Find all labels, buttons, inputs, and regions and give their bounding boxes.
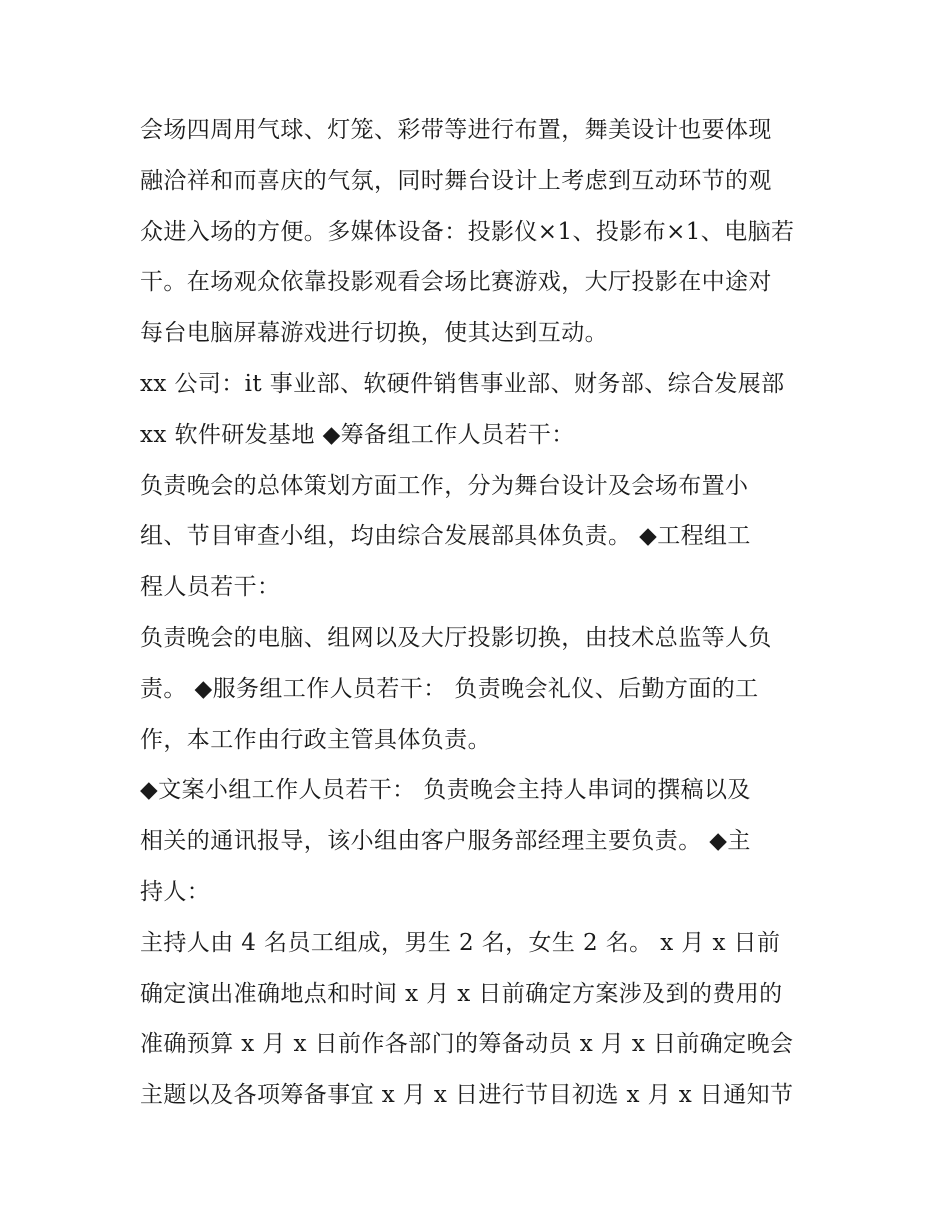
text-line: 作，本工作由行政主管具体负责。	[140, 726, 491, 753]
text-line: 责。 ◆服务组工作人员若干： 负责晚会礼仪、后勤方面的工	[140, 675, 759, 702]
text-line: 主持人由 4 名员工组成，男生 2 名，女生 2 名。 x 月 x 日前	[140, 929, 781, 956]
text-line: xx 公司：it 事业部、软硬件销售事业部、财务部、综合发展部	[140, 370, 785, 397]
text-line: 融洽祥和而喜庆的气氛，同时舞台设计上考虑到互动环节的观	[140, 167, 772, 194]
text-line: 持人：	[140, 878, 211, 905]
text-line: 准确预算 x 月 x 日前作各部门的筹备动员 x 月 x 日前确定晚会	[140, 1031, 794, 1058]
text-line: ◆文案小组工作人员若干： 负责晚会主持人串词的撰稿以及	[140, 777, 751, 804]
text-line: 干。在场观众依靠投影观看会场比赛游戏，大厅投影在中途对	[140, 269, 772, 296]
text-line: 组、节目审查小组，均由综合发展部具体负责。 ◆工程组工	[140, 523, 751, 550]
text-line: 负责晚会的电脑、组网以及大厅投影切换，由技术总监等人负	[140, 624, 772, 651]
text-line: 会场四周用气球、灯笼、彩带等进行布置，舞美设计也要体现	[140, 117, 772, 143]
text-line: 主题以及各项筹备事宜 x 月 x 日进行节目初选 x 月 x 日通知节	[140, 1082, 794, 1109]
body-text	[140, 105, 820, 1121]
text-line: 众进入场的方便。多媒体设备：投影仪×1、投影布×1、电脑若	[140, 218, 795, 245]
text-line: 每台电脑屏幕游戏进行切换，使其达到互动。	[140, 320, 608, 347]
text-line: 程人员若干：	[140, 574, 281, 601]
text-line: 负责晚会的总体策划方面工作，分为舞台设计及会场布置小	[140, 472, 749, 499]
text-line: xx 软件研发基地 ◆筹备组工作人员若干：	[140, 421, 575, 448]
text-line: 相关的通讯报导，该小组由客户服务部经理主要负责。 ◆主	[140, 828, 751, 855]
text-line: 确定演出准确地点和时间 x 月 x 日前确定方案涉及到的费用的	[140, 980, 783, 1007]
